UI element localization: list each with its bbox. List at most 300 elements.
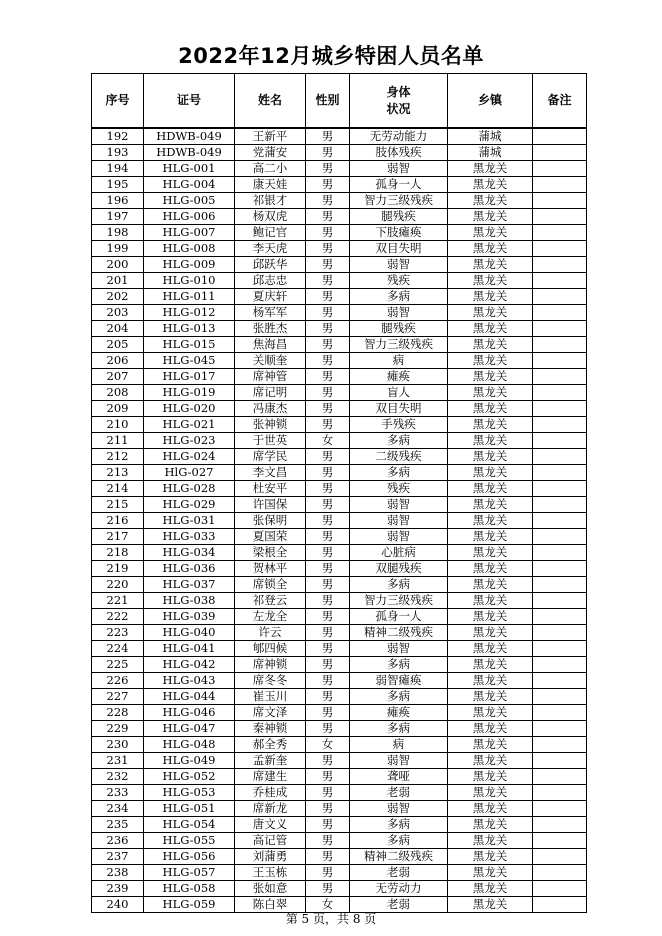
cell-remarks [533, 641, 587, 657]
cell-serial: 193 [92, 145, 144, 161]
table-row [92, 801, 587, 817]
cell-remarks [533, 193, 587, 209]
cell-township: 黑龙关 [448, 401, 533, 417]
cell-township: 黑龙关 [448, 833, 533, 849]
cell-township: 黑龙关 [448, 481, 533, 497]
cell-cert-no: HLG-051 [144, 801, 235, 817]
cell-health-status: 无劳动力 [350, 881, 448, 897]
cell-remarks [533, 353, 587, 369]
cell-township: 黑龙关 [448, 289, 533, 305]
cell-name: 秦神锁 [235, 721, 306, 737]
cell-remarks [533, 145, 587, 161]
cell-cert-no: HLG-028 [144, 481, 235, 497]
cell-township: 黑龙关 [448, 609, 533, 625]
cell-cert-no: HLG-053 [144, 785, 235, 801]
table-row [92, 305, 587, 321]
cell-gender: 男 [306, 449, 350, 465]
cell-name: 左龙全 [235, 609, 306, 625]
cell-remarks [533, 529, 587, 545]
cell-gender: 男 [306, 641, 350, 657]
cell-health-status: 心脏病 [350, 545, 448, 561]
cell-gender: 男 [306, 273, 350, 289]
cell-cert-no: HLG-048 [144, 737, 235, 753]
cell-remarks [533, 289, 587, 305]
cell-health-status: 聋哑 [350, 769, 448, 785]
cell-gender: 男 [306, 225, 350, 241]
cell-remarks [533, 689, 587, 705]
cell-township: 黑龙关 [448, 177, 533, 193]
cell-name: 席建生 [235, 769, 306, 785]
header-serial: 序号 [92, 74, 144, 129]
cell-remarks [533, 753, 587, 769]
cell-name: 杜安平 [235, 481, 306, 497]
cell-remarks [533, 433, 587, 449]
cell-township: 黑龙关 [448, 369, 533, 385]
cell-gender: 男 [306, 513, 350, 529]
cell-health-status: 腿残疾 [350, 321, 448, 337]
cell-remarks [533, 865, 587, 881]
cell-health-status: 盲人 [350, 385, 448, 401]
cell-cert-no: HLG-047 [144, 721, 235, 737]
cell-remarks [533, 593, 587, 609]
cell-township: 蒲城 [448, 128, 533, 145]
cell-cert-no: HLG-006 [144, 209, 235, 225]
cell-health-status: 多病 [350, 465, 448, 481]
cell-cert-no: HLG-017 [144, 369, 235, 385]
cell-serial: 216 [92, 513, 144, 529]
cell-gender: 男 [306, 801, 350, 817]
cell-cert-no: HLG-046 [144, 705, 235, 721]
cell-township: 黑龙关 [448, 593, 533, 609]
cell-gender: 男 [306, 145, 350, 161]
cell-gender: 男 [306, 721, 350, 737]
cell-gender: 男 [306, 817, 350, 833]
header-township: 乡镇 [448, 74, 533, 129]
cell-gender: 男 [306, 353, 350, 369]
table-row [92, 289, 587, 305]
cell-cert-no: HDWB-049 [144, 128, 235, 145]
cell-name: 郝全秀 [235, 737, 306, 753]
cell-remarks [533, 721, 587, 737]
table-row [92, 593, 587, 609]
cell-township: 黑龙关 [448, 705, 533, 721]
cell-name: 王新平 [235, 128, 306, 145]
table-row [92, 753, 587, 769]
cell-name: 席冬冬 [235, 673, 306, 689]
cell-name: 夏庆轩 [235, 289, 306, 305]
table-row [92, 225, 587, 241]
cell-gender: 男 [306, 673, 350, 689]
cell-gender: 男 [306, 833, 350, 849]
cell-health-status: 老弱 [350, 785, 448, 801]
table-row [92, 833, 587, 849]
cell-health-status: 残疾 [350, 481, 448, 497]
cell-township: 黑龙关 [448, 465, 533, 481]
cell-township: 黑龙关 [448, 257, 533, 273]
cell-cert-no: HLG-021 [144, 417, 235, 433]
cell-cert-no: HLG-024 [144, 449, 235, 465]
cell-health-status: 多病 [350, 289, 448, 305]
cell-remarks [533, 225, 587, 241]
cell-township: 黑龙关 [448, 561, 533, 577]
roster-table [91, 73, 587, 913]
cell-serial: 196 [92, 193, 144, 209]
cell-cert-no: HLG-039 [144, 609, 235, 625]
cell-health-status: 弱智 [350, 529, 448, 545]
cell-name: 席学民 [235, 449, 306, 465]
cell-gender: 男 [306, 161, 350, 177]
cell-remarks [533, 849, 587, 865]
cell-health-status: 腿残疾 [350, 209, 448, 225]
cell-serial: 235 [92, 817, 144, 833]
cell-remarks [533, 481, 587, 497]
cell-remarks [533, 705, 587, 721]
cell-remarks [533, 177, 587, 193]
cell-name: 席神管 [235, 369, 306, 385]
cell-cert-no: HLG-055 [144, 833, 235, 849]
cell-gender: 男 [306, 865, 350, 881]
cell-serial: 206 [92, 353, 144, 369]
cell-health-status: 孤身一人 [350, 609, 448, 625]
cell-remarks [533, 161, 587, 177]
cell-serial: 202 [92, 289, 144, 305]
cell-serial: 205 [92, 337, 144, 353]
cell-gender: 男 [306, 577, 350, 593]
cell-name: 刘蒲勇 [235, 849, 306, 865]
cell-cert-no: HLG-059 [144, 897, 235, 913]
page-title: 2022年12月城乡特困人员名单 [178, 44, 484, 68]
cell-serial: 208 [92, 385, 144, 401]
cell-serial: 229 [92, 721, 144, 737]
table-row [92, 545, 587, 561]
cell-health-status: 弱智 [350, 753, 448, 769]
cell-cert-no: HLG-056 [144, 849, 235, 865]
cell-serial: 192 [92, 128, 144, 145]
table-row [92, 849, 587, 865]
cell-serial: 213 [92, 465, 144, 481]
cell-serial: 222 [92, 609, 144, 625]
cell-name: 关顺奎 [235, 353, 306, 369]
cell-serial: 207 [92, 369, 144, 385]
cell-gender: 男 [306, 561, 350, 577]
cell-township: 黑龙关 [448, 849, 533, 865]
cell-cert-no: HLG-001 [144, 161, 235, 177]
cell-serial: 238 [92, 865, 144, 881]
cell-health-status: 二级残疾 [350, 449, 448, 465]
cell-township: 蒲城 [448, 145, 533, 161]
cell-gender: 男 [306, 881, 350, 897]
cell-township: 黑龙关 [448, 193, 533, 209]
cell-serial: 200 [92, 257, 144, 273]
cell-cert-no: HLG-015 [144, 337, 235, 353]
cell-serial: 228 [92, 705, 144, 721]
cell-serial: 197 [92, 209, 144, 225]
cell-township: 黑龙关 [448, 497, 533, 513]
cell-health-status: 双目失明 [350, 241, 448, 257]
cell-serial: 239 [92, 881, 144, 897]
cell-township: 黑龙关 [448, 577, 533, 593]
cell-health-status: 弱智 [350, 801, 448, 817]
table-row [92, 817, 587, 833]
cell-cert-no: HLG-049 [144, 753, 235, 769]
cell-serial: 224 [92, 641, 144, 657]
cell-health-status: 残疾 [350, 273, 448, 289]
header-remarks: 备注 [533, 74, 587, 129]
cell-health-status: 老弱 [350, 865, 448, 881]
cell-name: 陈白翠 [235, 897, 306, 913]
cell-name: 王玉栋 [235, 865, 306, 881]
cell-health-status: 病 [350, 737, 448, 753]
cell-health-status: 智力三级残疾 [350, 193, 448, 209]
cell-cert-no: HLG-008 [144, 241, 235, 257]
cell-name: 鲍记官 [235, 225, 306, 241]
cell-health-status: 老弱 [350, 897, 448, 913]
cell-serial: 210 [92, 417, 144, 433]
table-row [92, 561, 587, 577]
cell-township: 黑龙关 [448, 209, 533, 225]
cell-township: 黑龙关 [448, 225, 533, 241]
cell-serial: 232 [92, 769, 144, 785]
cell-remarks [533, 449, 587, 465]
cell-gender: 男 [306, 545, 350, 561]
cell-township: 黑龙关 [448, 385, 533, 401]
cell-name: 唐文义 [235, 817, 306, 833]
cell-remarks [533, 545, 587, 561]
cell-gender: 男 [306, 481, 350, 497]
cell-township: 黑龙关 [448, 417, 533, 433]
table-row [92, 737, 587, 753]
cell-serial: 227 [92, 689, 144, 705]
cell-cert-no: HLG-020 [144, 401, 235, 417]
table-row [92, 529, 587, 545]
cell-serial: 195 [92, 177, 144, 193]
cell-remarks [533, 881, 587, 897]
cell-name: 邱跃华 [235, 257, 306, 273]
cell-remarks [533, 801, 587, 817]
cell-remarks [533, 657, 587, 673]
table-row [92, 433, 587, 449]
cell-health-status: 精神二级残疾 [350, 849, 448, 865]
header-health-status: 身体 状况 [350, 74, 448, 129]
cell-health-status: 多病 [350, 433, 448, 449]
cell-serial: 198 [92, 225, 144, 241]
cell-health-status: 弱智 [350, 305, 448, 321]
cell-name: 梁根全 [235, 545, 306, 561]
cell-township: 黑龙关 [448, 865, 533, 881]
table-row [92, 241, 587, 257]
cell-serial: 240 [92, 897, 144, 913]
table-row [92, 401, 587, 417]
table-row [92, 128, 587, 145]
cell-township: 黑龙关 [448, 433, 533, 449]
cell-township: 黑龙关 [448, 337, 533, 353]
cell-cert-no: HLG-010 [144, 273, 235, 289]
cell-remarks [533, 465, 587, 481]
cell-township: 黑龙关 [448, 273, 533, 289]
cell-name: 焦海昌 [235, 337, 306, 353]
cell-gender: 男 [306, 369, 350, 385]
table-row [92, 273, 587, 289]
cell-name: 贺林平 [235, 561, 306, 577]
cell-health-status: 双腿残疾 [350, 561, 448, 577]
cell-remarks [533, 209, 587, 225]
table-row [92, 177, 587, 193]
cell-serial: 214 [92, 481, 144, 497]
cell-remarks [533, 673, 587, 689]
cell-gender: 男 [306, 241, 350, 257]
cell-name: 李文昌 [235, 465, 306, 481]
cell-gender: 男 [306, 289, 350, 305]
cell-health-status: 多病 [350, 721, 448, 737]
cell-serial: 211 [92, 433, 144, 449]
cell-serial: 234 [92, 801, 144, 817]
cell-serial: 212 [92, 449, 144, 465]
cell-health-status: 多病 [350, 657, 448, 673]
cell-name: 祁登云 [235, 593, 306, 609]
cell-name: 杨军军 [235, 305, 306, 321]
cell-health-status: 孤身一人 [350, 177, 448, 193]
cell-serial: 203 [92, 305, 144, 321]
cell-serial: 223 [92, 625, 144, 641]
cell-remarks [533, 561, 587, 577]
cell-gender: 男 [306, 177, 350, 193]
table-row [92, 449, 587, 465]
cell-cert-no: HLG-019 [144, 385, 235, 401]
cell-gender: 男 [306, 385, 350, 401]
cell-cert-no: HLG-023 [144, 433, 235, 449]
cell-gender: 男 [306, 497, 350, 513]
cell-gender: 男 [306, 417, 350, 433]
cell-remarks [533, 513, 587, 529]
cell-remarks [533, 305, 587, 321]
cell-health-status: 弱智 [350, 513, 448, 529]
cell-name: 张如意 [235, 881, 306, 897]
table-row [92, 481, 587, 497]
cell-name: 席记明 [235, 385, 306, 401]
header-gender: 性别 [306, 74, 350, 129]
cell-serial: 215 [92, 497, 144, 513]
table-row [92, 145, 587, 161]
cell-cert-no: HLG-045 [144, 353, 235, 369]
cell-township: 黑龙关 [448, 785, 533, 801]
cell-township: 黑龙关 [448, 625, 533, 641]
cell-gender: 男 [306, 305, 350, 321]
cell-cert-no: HLG-004 [144, 177, 235, 193]
table-row [92, 641, 587, 657]
cell-township: 黑龙关 [448, 737, 533, 753]
cell-serial: 218 [92, 545, 144, 561]
cell-gender: 男 [306, 337, 350, 353]
cell-serial: 237 [92, 849, 144, 865]
cell-cert-no: HLG-036 [144, 561, 235, 577]
table-header-row [92, 74, 587, 129]
cell-gender: 女 [306, 433, 350, 449]
cell-gender: 女 [306, 897, 350, 913]
cell-remarks [533, 497, 587, 513]
table-row [92, 321, 587, 337]
table-row [92, 369, 587, 385]
cell-serial: 201 [92, 273, 144, 289]
cell-gender: 男 [306, 785, 350, 801]
cell-serial: 209 [92, 401, 144, 417]
cell-gender: 男 [306, 609, 350, 625]
cell-remarks [533, 577, 587, 593]
table-row [92, 161, 587, 177]
cell-gender: 男 [306, 465, 350, 481]
cell-remarks [533, 257, 587, 273]
cell-remarks [533, 128, 587, 145]
cell-gender: 男 [306, 753, 350, 769]
cell-health-status: 瘫痪 [350, 369, 448, 385]
cell-name: 高记管 [235, 833, 306, 849]
table-row [92, 721, 587, 737]
cell-township: 黑龙关 [448, 721, 533, 737]
cell-cert-no: HLG-042 [144, 657, 235, 673]
cell-township: 黑龙关 [448, 689, 533, 705]
table-row [92, 577, 587, 593]
cell-gender: 男 [306, 769, 350, 785]
cell-gender: 男 [306, 657, 350, 673]
cell-name: 崔玉川 [235, 689, 306, 705]
cell-health-status: 智力三级残疾 [350, 337, 448, 353]
table-row [92, 465, 587, 481]
cell-gender: 女 [306, 737, 350, 753]
cell-health-status: 病 [350, 353, 448, 369]
cell-health-status: 弱智 [350, 161, 448, 177]
cell-serial: 219 [92, 561, 144, 577]
cell-serial: 217 [92, 529, 144, 545]
cell-remarks [533, 737, 587, 753]
cell-township: 黑龙关 [448, 305, 533, 321]
cell-remarks [533, 337, 587, 353]
cell-cert-no: HLG-011 [144, 289, 235, 305]
cell-cert-no: HLG-013 [144, 321, 235, 337]
cell-serial: 199 [92, 241, 144, 257]
cell-name: 席新龙 [235, 801, 306, 817]
table-row [92, 497, 587, 513]
cell-cert-no: HLG-007 [144, 225, 235, 241]
cell-health-status: 多病 [350, 577, 448, 593]
cell-serial: 225 [92, 657, 144, 673]
cell-township: 黑龙关 [448, 769, 533, 785]
cell-name: 党蒲安 [235, 145, 306, 161]
cell-serial: 204 [92, 321, 144, 337]
cell-name: 祁银才 [235, 193, 306, 209]
cell-cert-no: HDWB-049 [144, 145, 235, 161]
cell-cert-no: HLG-031 [144, 513, 235, 529]
cell-township: 黑龙关 [448, 353, 533, 369]
cell-gender: 男 [306, 529, 350, 545]
table-row [92, 769, 587, 785]
cell-name: 康天娃 [235, 177, 306, 193]
cell-remarks [533, 273, 587, 289]
cell-township: 黑龙关 [448, 449, 533, 465]
cell-township: 黑龙关 [448, 801, 533, 817]
cell-township: 黑龙关 [448, 241, 533, 257]
roster-body [92, 128, 587, 913]
cell-remarks [533, 401, 587, 417]
page-footer: 第 5 页，共 8 页 [285, 912, 377, 926]
cell-township: 黑龙关 [448, 641, 533, 657]
cell-name: 高二小 [235, 161, 306, 177]
table-row [92, 705, 587, 721]
cell-name: 张保明 [235, 513, 306, 529]
cell-health-status: 肢体残疾 [350, 145, 448, 161]
table-row [92, 257, 587, 273]
cell-health-status: 双目失明 [350, 401, 448, 417]
cell-remarks [533, 369, 587, 385]
cell-remarks [533, 609, 587, 625]
